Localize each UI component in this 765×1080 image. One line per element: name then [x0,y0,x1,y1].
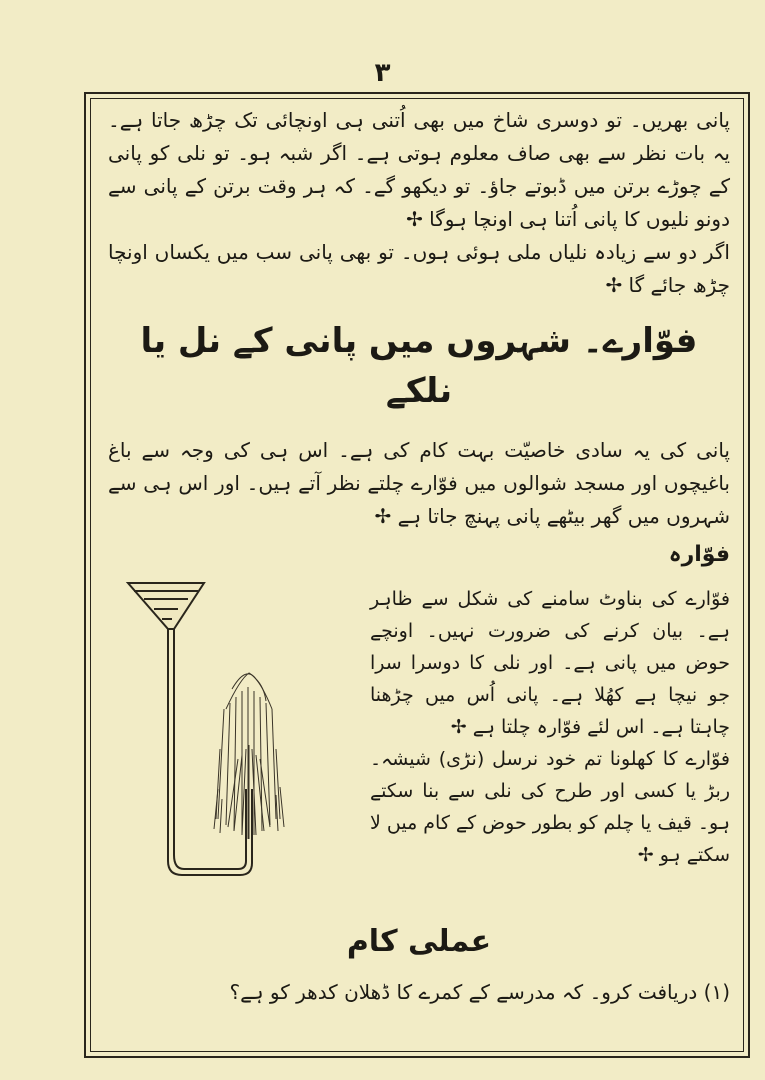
second-paragraph: اگر دو سے زیادہ نلیاں ملی ہوئی ہوں۔ تو بھی پانی سب میں یکساں اونچا چڑھ جائے گا ✢ [108,240,730,297]
page-content [108,104,730,1009]
fountain-section [108,583,730,913]
fountain-paragraph-1: فوّارے کی بناوٹ سامنے کی شکل سے ظاہر ہے۔ بیان کرنے کی ضرورت نہیں۔ اونچے حوض میں پانی ہے۔ اور نلی کا دوسرا سرا جو نیچا ہے کھُلا ہے۔ پانی اُس میں چڑھنا چاہتا ہے۔ اس لئے فوّارہ چلتا ہے ✢ [370,588,730,738]
water-spray-icon [214,673,284,839]
exercise-item: (۱) دریافت کرو۔ کہ مدرسے کے کمرے کا ڈھلان کدھر کو ہے؟ [229,980,730,1004]
fountain-intro-paragraph: پانی کی یہ سادی خاصیّت بہت کام کی ہے۔ اس ہی کی وجہ سے باغ باغیچوں اور مسجد شوالوں میں فوّارے چلتے نظر آتے ہیں۔ اور اس ہی سے شہروں میں گھر بیٹھے پانی پہنچ جاتا ہے ✢ [108,438,730,528]
fountain-illustration [116,569,366,899]
main-heading: فوّارے۔ شہروں میں پانی کے نل یا نلکے [140,321,698,411]
fountain-text-column [370,583,730,871]
funnel-icon [128,583,204,629]
page-number: ۳ [374,58,391,88]
intro-paragraph: پانی بھریں۔ تو دوسری شاخ میں بھی اُتنی ہی اونچائی تک چڑھ جاتا ہے۔ یہ بات نظر سے بھی صاف معلوم ہوتی ہے۔ اگر شبہ ہو۔ تو نلی کو پانی کے چوڑے برتن میں ڈبوتے جاؤ۔ تو دیکھو گے۔ کہ ہر وقت برتن کے پانی سے دونو نلیوں کا پانی اُتنا ہی اونچا ہوگا ✢ [108,108,730,231]
practical-work-heading: عملی کام [346,924,492,959]
tube-icon [168,629,252,875]
fountain-paragraph-2: فوّارے کا کھلونا تم خود نرسل (نڑی) شیشہ۔ ربڑ یا کسی اور طرح کی نلی سے بنا سکتے ہو۔ قیف یا چلم کو بطور حوض کے کام میں لا سکتے ہو ✢ [370,748,730,866]
fountain-heading: فوّارہ [668,542,730,567]
